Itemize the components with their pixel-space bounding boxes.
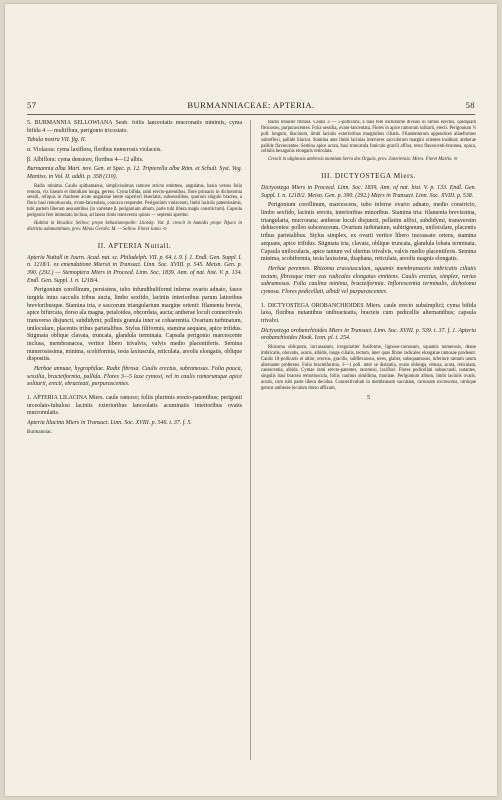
habitat: Habitat in Brasilia: Sellow; prope Sebastianopolin: Lhotsky. Var. β. crescit in humidis prope Tejuco in districtu adamantinum, prov. Minas Geraës: M. — Sellow. Floret Junio. ⊙ <box>27 220 242 232</box>
signature-footer: Burmanniac. <box>27 429 53 435</box>
genus-description: Perigonium corollinum, marcescens, tubo inferne ovario adnato, medio constricto, limbo sexfido, laciniis erectis, interioribus minoribus. Stamina tria: filamenta brevissima, triangularia, mucronata; antherae loculi disjuncti, pellatim affixi, subdidymi, transversim dehiscentes: pollen subceraceum. Ovarium turbinatum, subtrigonum, uniloculare, placentis tribus parietalibus. Stylus simplex, ex ovarii vertice libero incrassato oriens, stamina aequans, apice trifidus. Stigmata tria, clavata, oblique truncata, glandula lobata terminata. Capsula unilocularis, apice tantum vel ulterius trivalvis, valvis medio placentiferis. Semina minima, scobiformia, testa laxissima, diaphana, reticulata, areolis magnis elongatis. <box>261 202 476 263</box>
page-number-left: 57 <box>27 100 37 110</box>
genus-character: Herbae annuae, hygrophilae. Radix fibrosa. Caulis erectus, subramosus. Folia pauca, sessilia, bracteiformia, pallida. Flores 3—5 laxe cymosi, vel in caulis ramorumque apice solitarii, erecti, ebracteati, purpurascentes. <box>27 366 242 388</box>
variety-beta: β. Albiflora: cyma densiore, floribus 4—12 albis. <box>27 156 144 163</box>
genus-heading-apteria: II. APTERIA Nuttall. <box>97 241 172 250</box>
species-burmannia-sellowiana: 5. BURMANNIA SELLOWIANA Seub. foliis lanceolatis mucronatis minimis, cyma bifida 4 — multiflora, perigonio tricostato. <box>27 120 242 134</box>
header-rule <box>27 114 475 115</box>
running-title: BURMANNIACEAE: APTERIA. <box>187 100 315 110</box>
genus-heading-dictyostega: III. DICTYOSTEGA Miers. <box>321 172 416 181</box>
habitat: Crescit in uliginosis umbrosis montium Serra dos Orgaôs, prov. Janeirensis: Miers. Floret Martio. ⊙ <box>268 157 458 163</box>
right-column <box>261 120 476 784</box>
left-column <box>27 120 242 784</box>
apteria-description: Radix tenuiter fibrosa. Caulis 3 — 5-pollicaris, a basi fere dichotome divisus in ramos erectos, quidquam flexuosos, purpurascentes. Folia sessilia, ovato-lanceolata. Flores in apice ramorum solitarii, erecti. Perigonium ½ poll. longum, lilacinum, limbi laciniis exterioribus marginibus ciliatis. Filamentorum appendices aliaeformes subreflexi, pallide lilacini. Stamina ante limbi lacinias interiores sacculorum margini orientes insidunt; antherae pallide flavescentes. Semina apice acuta, basi truncatula funiculo gracili affixa, testa flavescenti-brunnea, opaca, cellulis hexagonis elongatis reticulata. <box>261 120 476 155</box>
plate-reference: Tabula nostra VII. fig. II. <box>27 137 87 144</box>
species-reference: Apteria lilacina Miers in Transact. Linn. Soc. XVIII. p. 546. t. 37. f. 5. <box>27 420 192 427</box>
synonymy: Dictyostega orobanchioides Miers in Transact. Linn. Soc. XVIII. p. 539. t. 37. f. 1. Apteria orobanchioides Hook. Icon. pl. t. 254. <box>261 327 476 342</box>
page-number-right: 58 <box>465 100 475 110</box>
genus-references: Apteria Nuttall in Journ. Acad. nat. sc. Philadelph. VII. p. 64. t. 9. f. 1. Endl. Gen. Suppl. I. n. 1218/1. ex emendatione Miersii in Transact. Linn. Soc. XVIII. p. 545. Meisn. Gen. p. 390. (292.) — Stemoptera Miers in Proceed. Linn. Soc. 1839. Ann. of nat. hist. V. p. 134. Endl. Gen. Suppl. I. n. 1218/4. <box>27 254 242 284</box>
book-page <box>5 4 497 796</box>
genus-references: Dictyostega Miers in Proceed. Linn. Soc. 1839. Ann. of nat. hist. V. p. 133. Endl. Gen. Suppl. I. n. 1218/2. Meisn. Gen. p. 390. (292.) Miers in Transact. Linn. Soc. XVIII. p. 538. <box>261 185 476 199</box>
running-header <box>27 100 475 112</box>
variety-alpha: α. Violacea: cyma laxiflora, floribus numerosis violaceis. <box>27 147 162 154</box>
species-description: Radix minima. Caulis spithamaeus, simplicissimus ramuve stricto emittens, angulatus, basin versus folia remota, vix lineam et dimidiam longa, gerens. Cyma bifida, rami erecto-patentibus, flore primario in dichotomia sessili, reliquis in rhachese acute angulatae latere superiori biseriatis, subsessilibus, quorum singulo bractea, a floris basi remotiuscula, ovato-lanceolata, concava respondet. Perigonium violaceum, limbi laciniis patentissimis, tubi partem liberam aequantibus (in varietate β. perigonium album, parte tubi libera magis constrictum). Capsula perigonio fere immutato inclusa, ad latera rimis transversis quinis — septenis aperitur. <box>27 183 242 219</box>
species-description: Rhizoma obliquum, incrassatum, irregulariter fusiforme, lignoso-carnosum, squamis numerosis, dense imbricatis, obovatis, acutis, albidis, longe ciliatis, tectum, inter quas fibrae radicales elongatae ramosae prodeunt. Caulis 10-pollicaris et altior, erectus, gracilis, subflexuosus, teres, glaber, subsquamosus, inferiore ramum unum alternante proferens. Folia bracteiformia, 1—1 poll. inter se distantia, ovato oblonga, obtusa, acuta, reticulata, canescentia, albida. Cymae rami erecto-patentes, racemosi, laxiflori. Flores pedicellati subsecundi, nutantes, singulis basi bractea remotiuscula, foliis caulinis simillima, munitae. Perigonium album, limbi laciniis ovatis, acutis, cum tubi parte libera decidua. Connectivulum in membranam saccatam, carnosam excrescens, utrinque geruns antherae loculum dorso affixum, <box>261 344 476 392</box>
genus-character: Herbae perennes. Rhizoma crassiusculum, squamis membranaceis imbricatis ciliatis tectum, fibrasque inter eas radicales elongatas emittens. Caulis erectus, simplex, rarius subramosus. Folia caulina minima, bracteiformia. Inflorescentia terminalis, dichotoma cymosa. Flores pedicellati, albidi vel purpurascentes. <box>261 265 476 295</box>
species-dictyostega-orobanchioides: 1. DICTYOSTEGA OROBANCHIOIDES Miers. caule erecto subsimplici; cyma bifida laxa, floribus nutantibus unibracteatis, bracteis cum pedicellis alternantibus; capsula trivalvi. <box>261 302 476 324</box>
column-divider <box>250 120 251 760</box>
synonymy: Burmannia alba Mart. nov. Gen. et Spec. p. 12. Tripterella alba Röm. et Schult. Syst. Veg. Mantiss. in Vol. II. addit. p. 358 (110). <box>27 166 242 181</box>
signature-mark: 5 <box>367 394 370 401</box>
genus-description: Perigonium corollinum, persistens, tubo infundibuliformi inferne ovario adnato, fauce turgida intus sacculis tribus aucta, limbo sexfido, laciniis interioribus parum latioribus brevioribusque. Stamina tria, e saccorum triangularium margine orienti: filamenta brevia, apice bifurcata, dorso ala magna, petaloidea, obcordata, aucta; antherae loculi connectivulo transverso disjuncti, subdidymi; pollinis granula inter se cohaerentia. Ovarium turbinatum, uniloculare, placentis tribus parietalibus. Stylus filiformis, stamina aequans, apice trifidus. Stigmata oblique clavata, truncata, glandula terminata. Capsula perigonio marcescente inclusa, membranacea, vertice libero trivalvis, valvis medio placentiferis. Semina numerosissima, minima, scobiformia, testa laxiuscula, reticulata, areolis elongatis, oblique dispositis. <box>27 287 242 363</box>
species-apteria-lilacina: 1. APTERIA LILACINA Miers. caule ramoso; foliis plurimis erecto-patentibus; perigonii urceolato-tubulosi laciniis exterioribus lanceolatis acuminatis interioribus ovatis mucronulatis. <box>27 395 242 417</box>
